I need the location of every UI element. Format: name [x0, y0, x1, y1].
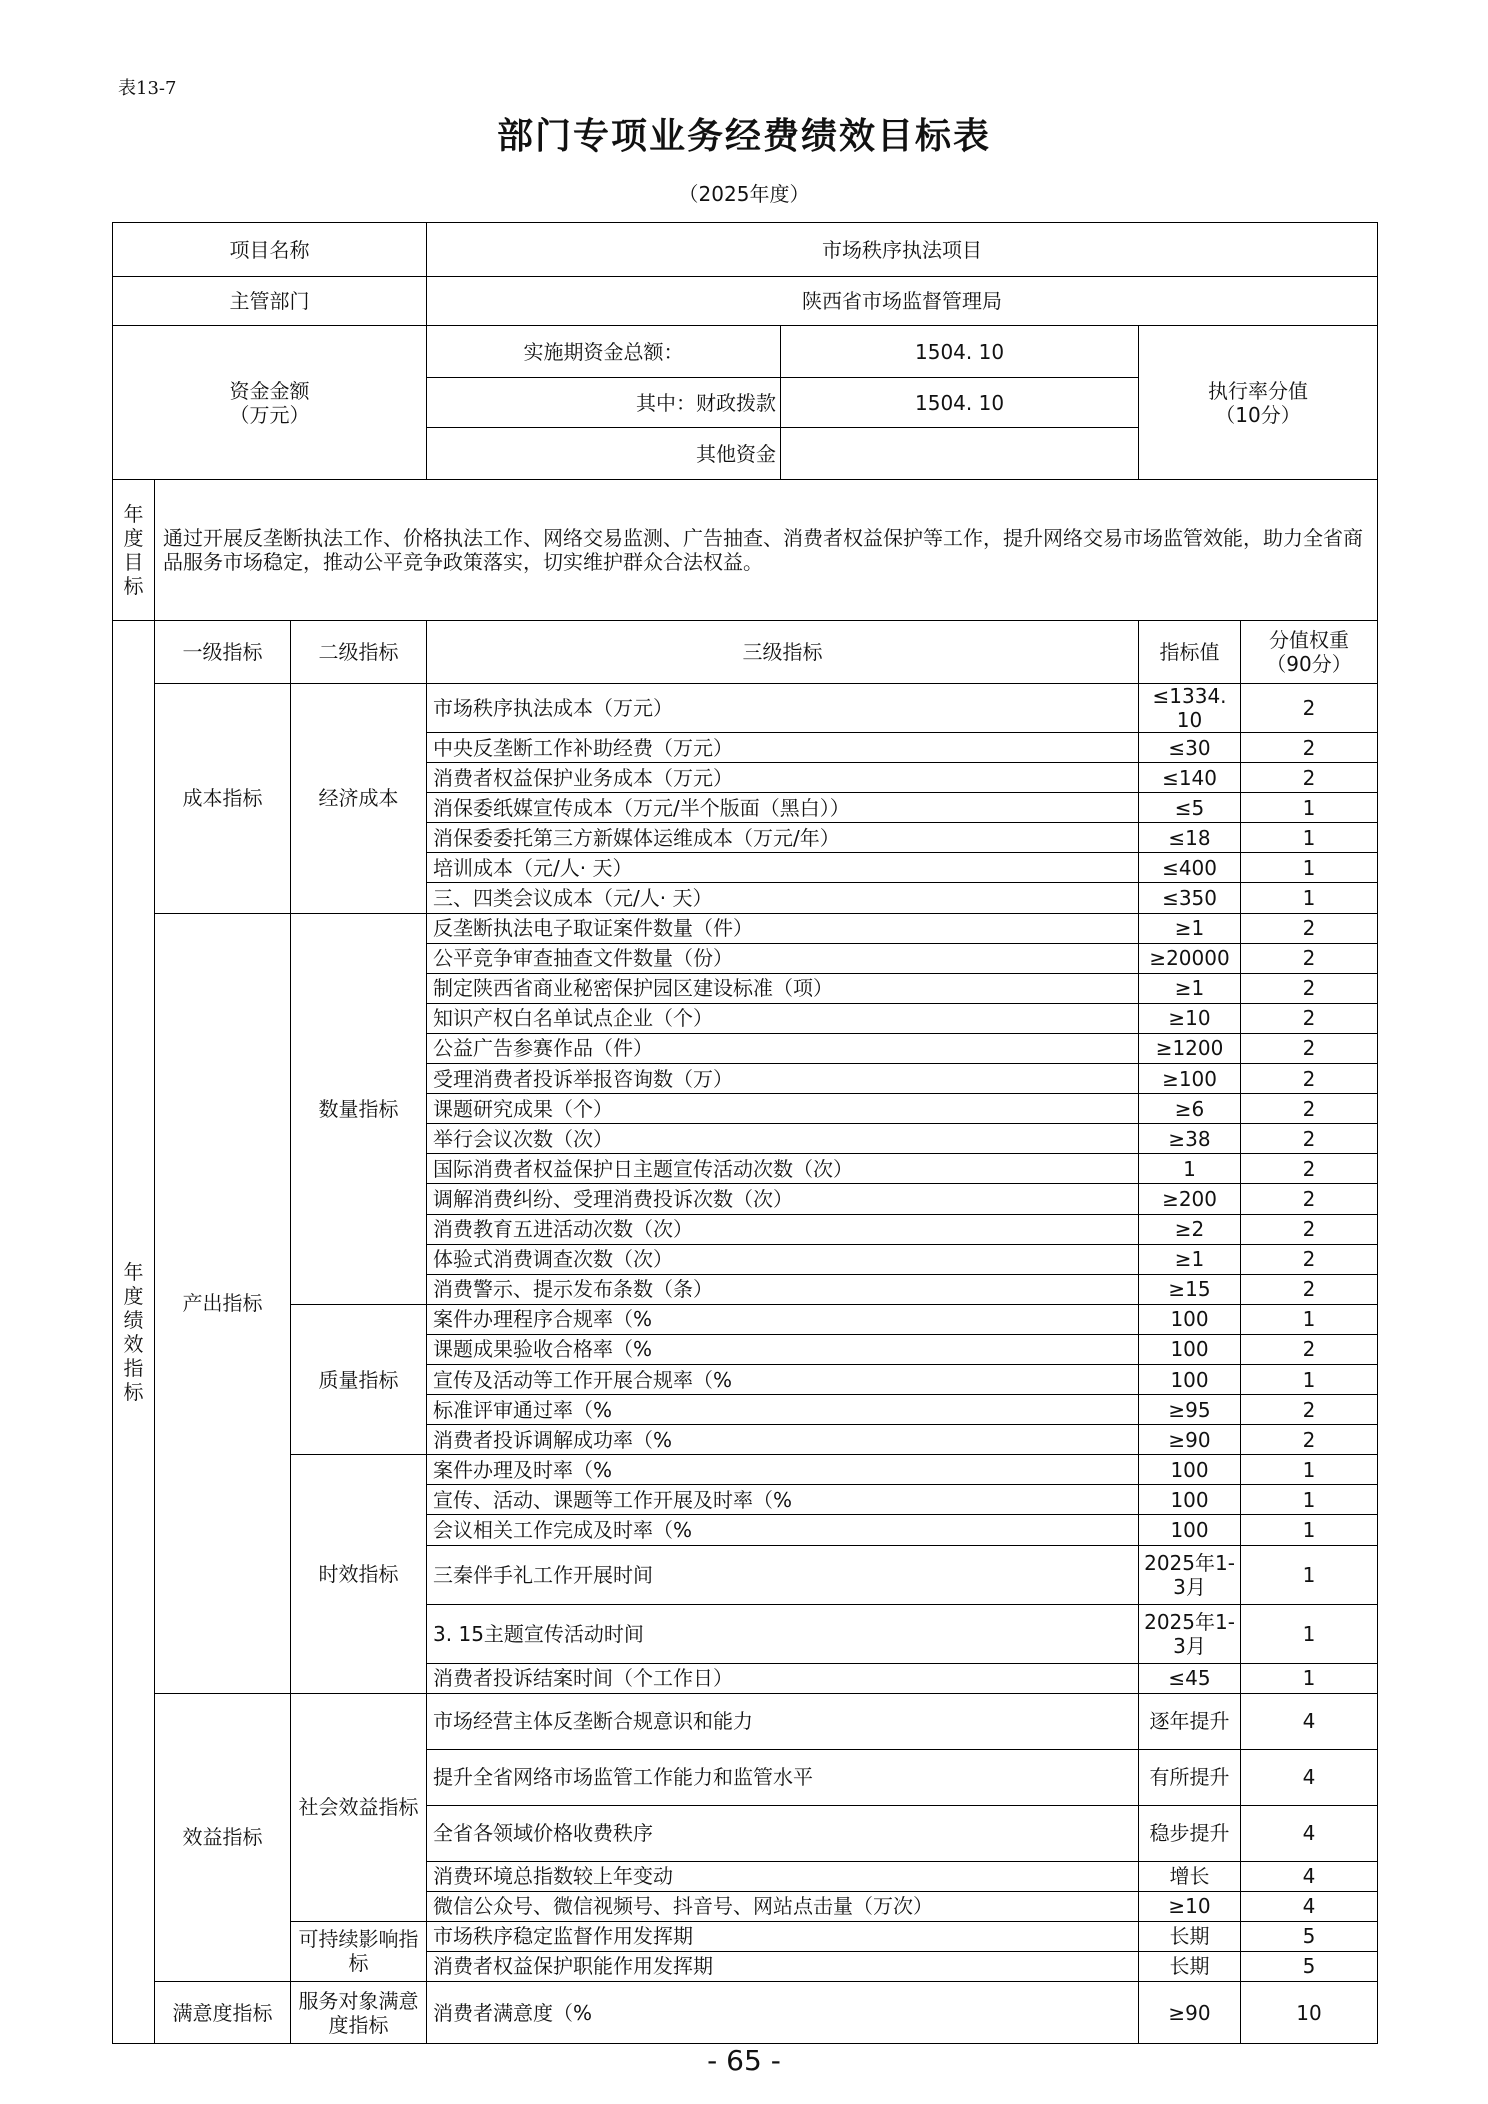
- header-level1: 一级指标: [155, 621, 291, 684]
- indicator-name: 市场经营主体反垄断合规意识和能力: [427, 1693, 1139, 1749]
- indicator-section-label: [113, 621, 155, 2044]
- project-name-value: 市场秩序执法项目: [427, 223, 1378, 277]
- indicator-name: 调解消费纠纷、受理消费投诉次数（次）: [427, 1184, 1139, 1214]
- header-weight: [1241, 621, 1378, 684]
- indicator-weight: 2: [1241, 1064, 1378, 1094]
- indicator-name: 消费警示、提示发布条数（条）: [427, 1274, 1139, 1304]
- level1-satisfaction: 满意度指标: [155, 1982, 291, 2044]
- indicator-value: 增长: [1139, 1861, 1241, 1891]
- indicator-weight: 1: [1241, 883, 1378, 913]
- page-subtitle: （2025年度）: [678, 182, 810, 206]
- indicator-name: 消费者满意度（%: [427, 1982, 1139, 2044]
- indicator-weight: 2: [1241, 1124, 1378, 1154]
- indicator-value: 长期: [1139, 1921, 1241, 1951]
- level1-benefit: 效益指标: [155, 1693, 291, 1981]
- indicator-section-label-char: 效: [123, 1332, 144, 1356]
- indicator-value: ≥1: [1139, 973, 1241, 1003]
- indicator-value: 100: [1139, 1364, 1241, 1394]
- indicator-value: ≥90: [1139, 1425, 1241, 1455]
- indicator-name: 反垄断执法电子取证案件数量（件）: [427, 913, 1139, 943]
- table-row: [113, 1455, 1378, 1485]
- funds-total-row: [113, 326, 1378, 378]
- indicator-name: 消费者投诉结案时间（个工作日）: [427, 1663, 1139, 1693]
- indicator-value: ≤45: [1139, 1663, 1241, 1693]
- indicator-name: 中央反垄断工作补助经费（万元）: [427, 733, 1139, 763]
- indicator-value: ≥20000: [1139, 943, 1241, 973]
- indicator-weight: 1: [1241, 1455, 1378, 1485]
- indicator-weight: 4: [1241, 1891, 1378, 1921]
- indicator-weight: 2: [1241, 684, 1378, 733]
- indicator-value: 100: [1139, 1334, 1241, 1364]
- indicator-name: 国际消费者权益保护日主题宣传活动次数（次）: [427, 1154, 1139, 1184]
- indicator-weight: 1: [1241, 793, 1378, 823]
- indicator-value: ≤1334. 10: [1139, 684, 1241, 733]
- indicator-value: ≥6: [1139, 1094, 1241, 1124]
- header-weight-label: 分值权重: [1269, 628, 1350, 652]
- indicator-weight: 4: [1241, 1805, 1378, 1861]
- indicator-name: 全省各领域价格收费秩序: [427, 1805, 1139, 1861]
- indicator-value: ≥1: [1139, 1244, 1241, 1274]
- objective-label-char: 年: [123, 502, 144, 526]
- indicator-name: 公益广告参赛作品（件）: [427, 1033, 1139, 1063]
- indicator-weight: 2: [1241, 1425, 1378, 1455]
- indicator-value: ≥100: [1139, 1064, 1241, 1094]
- indicator-value: 100: [1139, 1455, 1241, 1485]
- indicator-weight: 2: [1241, 943, 1378, 973]
- indicator-weight: 1: [1241, 853, 1378, 883]
- indicator-value: ≥38: [1139, 1124, 1241, 1154]
- funds-label-cell: [113, 326, 427, 480]
- indicator-name: 三秦伴手礼工作开展时间: [427, 1545, 1139, 1604]
- indicator-name: 消费者投诉调解成功率（%: [427, 1425, 1139, 1455]
- indicator-name: 知识产权白名单试点企业（个）: [427, 1003, 1139, 1033]
- page-title: 部门专项业务经费绩效目标表: [496, 116, 991, 157]
- indicator-section-label-char: 标: [123, 1380, 144, 1404]
- header-value: 指标值: [1139, 621, 1241, 684]
- level2-quantity: 数量指标: [291, 913, 427, 1304]
- objective-label-char: 标: [123, 574, 144, 598]
- header-level3: 三级指标: [427, 621, 1139, 684]
- indicator-weight: 2: [1241, 1184, 1378, 1214]
- indicator-value: ≥200: [1139, 1184, 1241, 1214]
- table-row: [113, 1921, 1378, 1951]
- indicator-weight: 2: [1241, 973, 1378, 1003]
- objective-label-char: 目: [123, 550, 144, 574]
- indicator-weight: 5: [1241, 1921, 1378, 1951]
- indicator-name: 公平竞争审查抽查文件数量（份）: [427, 943, 1139, 973]
- indicator-value: ≥15: [1139, 1274, 1241, 1304]
- indicator-weight: 10: [1241, 1982, 1378, 2044]
- indicator-name: 举行会议次数（次）: [427, 1124, 1139, 1154]
- indicator-weight: 4: [1241, 1749, 1378, 1805]
- indicator-name: 微信公众号、微信视频号、抖音号、网站点击量（万次）: [427, 1891, 1139, 1921]
- indicator-name: 消费者权益保护职能作用发挥期: [427, 1951, 1139, 1981]
- indicator-weight: 2: [1241, 1395, 1378, 1425]
- indicator-value: ≥95: [1139, 1395, 1241, 1425]
- level2-service-satisfaction: 服务对象满意度指标: [291, 1982, 427, 2044]
- indicator-value: 100: [1139, 1304, 1241, 1334]
- indicator-weight: 2: [1241, 1274, 1378, 1304]
- indicator-value: 2025年1-3月: [1139, 1604, 1241, 1663]
- indicator-value: ≤350: [1139, 883, 1241, 913]
- project-name-row: [113, 223, 1378, 277]
- indicator-weight: 2: [1241, 1003, 1378, 1033]
- indicator-name: 消费环境总指数较上年变动: [427, 1861, 1139, 1891]
- indicator-value: 有所提升: [1139, 1749, 1241, 1805]
- indicator-name: 三、四类会议成本（元/人· 天）: [427, 883, 1139, 913]
- indicator-value: ≥1: [1139, 913, 1241, 943]
- indicator-value: ≥1200: [1139, 1033, 1241, 1063]
- level2-economic-cost: 经济成本: [291, 684, 427, 914]
- indicator-weight: 1: [1241, 823, 1378, 853]
- indicator-value: ≤30: [1139, 733, 1241, 763]
- indicator-section-label-char: 指: [123, 1356, 144, 1380]
- indicator-name: 案件办理程序合规率（%: [427, 1304, 1139, 1334]
- indicator-weight: 5: [1241, 1951, 1378, 1981]
- indicator-value: 逐年提升: [1139, 1693, 1241, 1749]
- department-value: 陕西省市场监督管理局: [427, 277, 1378, 326]
- table-row: [113, 1693, 1378, 1749]
- funds-label: 资金金额: [229, 378, 310, 403]
- indicator-value: 长期: [1139, 1951, 1241, 1981]
- indicator-weight: 2: [1241, 1154, 1378, 1184]
- objective-label-char: 度: [123, 526, 144, 550]
- indicator-weight: 1: [1241, 1364, 1378, 1394]
- total-funds-value: 1504. 10: [781, 326, 1139, 378]
- fiscal-funds-label: 其中：财政拨款: [427, 378, 781, 428]
- exec-rate-score: （10分）: [1215, 402, 1301, 427]
- indicator-weight: 2: [1241, 1244, 1378, 1274]
- indicator-weight: 1: [1241, 1604, 1378, 1663]
- indicator-weight: 2: [1241, 763, 1378, 793]
- fiscal-funds-value: 1504. 10: [781, 378, 1139, 428]
- indicator-header-row: [113, 621, 1378, 684]
- department-label: 主管部门: [113, 277, 427, 326]
- indicator-name: 培训成本（元/人· 天）: [427, 853, 1139, 883]
- table-row: [113, 1982, 1378, 2044]
- table-row: [113, 1304, 1378, 1334]
- indicator-weight: 1: [1241, 1663, 1378, 1693]
- header-weight-total: （90分）: [1266, 652, 1352, 676]
- indicator-section-label-char: 度: [123, 1284, 144, 1308]
- indicator-weight: 2: [1241, 733, 1378, 763]
- indicator-value: ≤400: [1139, 853, 1241, 883]
- indicator-value: 稳步提升: [1139, 1805, 1241, 1861]
- indicator-name: 宣传及活动等工作开展合规率（%: [427, 1364, 1139, 1394]
- objective-label: [113, 480, 155, 621]
- indicator-weight: 4: [1241, 1693, 1378, 1749]
- indicator-name: 制定陕西省商业秘密保护园区建设标准（项）: [427, 973, 1139, 1003]
- indicator-name: 会议相关工作完成及时率（%: [427, 1515, 1139, 1545]
- funds-unit: （万元）: [229, 402, 310, 427]
- indicator-value: ≤140: [1139, 763, 1241, 793]
- performance-target-table: [112, 222, 1378, 2044]
- level2-timeliness: 时效指标: [291, 1455, 427, 1693]
- indicator-name: 受理消费者投诉举报咨询数（万）: [427, 1064, 1139, 1094]
- header-level2: 二级指标: [291, 621, 427, 684]
- indicator-name: 消费者权益保护业务成本（万元）: [427, 763, 1139, 793]
- other-funds-value: [781, 428, 1139, 480]
- indicator-weight: 1: [1241, 1304, 1378, 1334]
- level2-quality: 质量指标: [291, 1304, 427, 1454]
- total-funds-label: 实施期资金总额：: [427, 326, 781, 378]
- level1-cost: 成本指标: [155, 684, 291, 914]
- indicator-weight: 1: [1241, 1545, 1378, 1604]
- indicator-value: 100: [1139, 1515, 1241, 1545]
- objective-text: 通过开展反垄断执法工作、价格执法工作、网络交易监测、广告抽查、消费者权益保护等工作，提升网络交易市场监管效能，助力全省商品服务市场稳定，推动公平竞争政策落实，切实维护群众合法权益。: [155, 480, 1378, 621]
- indicator-name: 3. 15主题宣传活动时间: [427, 1604, 1139, 1663]
- indicator-name: 课题成果验收合格率（%: [427, 1334, 1139, 1364]
- indicator-name: 宣传、活动、课题等工作开展及时率（%: [427, 1485, 1139, 1515]
- indicator-name: 案件办理及时率（%: [427, 1455, 1139, 1485]
- indicator-name: 消费教育五进活动次数（次）: [427, 1214, 1139, 1244]
- indicator-weight: 1: [1241, 1485, 1378, 1515]
- indicator-name: 提升全省网络市场监管工作能力和监管水平: [427, 1749, 1139, 1805]
- indicator-value: ≥2: [1139, 1214, 1241, 1244]
- table-code: 表13-7: [118, 78, 177, 99]
- indicator-weight: 2: [1241, 1214, 1378, 1244]
- level2-social-benefit: 社会效益指标: [291, 1693, 427, 1921]
- indicator-section-label-char: 年: [123, 1260, 144, 1284]
- indicator-value: 100: [1139, 1485, 1241, 1515]
- indicator-value: ≤18: [1139, 823, 1241, 853]
- indicator-value: ≥10: [1139, 1003, 1241, 1033]
- indicator-value: ≥10: [1139, 1891, 1241, 1921]
- indicator-value: 1: [1139, 1154, 1241, 1184]
- indicator-weight: 2: [1241, 1033, 1378, 1063]
- indicator-weight: 1: [1241, 1515, 1378, 1545]
- indicator-name: 标准评审通过率（%: [427, 1395, 1139, 1425]
- page-number: - 65 -: [707, 2044, 781, 2077]
- indicator-value: ≥90: [1139, 1982, 1241, 2044]
- indicator-name: 市场秩序稳定监督作用发挥期: [427, 1921, 1139, 1951]
- level1-output: 产出指标: [155, 913, 291, 1693]
- exec-rate-label: 执行率分值: [1208, 378, 1309, 403]
- project-name-label: 项目名称: [113, 223, 427, 277]
- indicator-section-label-char: 绩: [123, 1308, 144, 1332]
- exec-rate-cell: [1139, 326, 1378, 480]
- indicator-name: 体验式消费调查次数（次）: [427, 1244, 1139, 1274]
- indicator-value: 2025年1-3月: [1139, 1545, 1241, 1604]
- objective-row: [113, 480, 1378, 621]
- indicator-weight: 2: [1241, 913, 1378, 943]
- indicator-weight: 2: [1241, 1334, 1378, 1364]
- table-row: [113, 684, 1378, 733]
- indicator-weight: 2: [1241, 1094, 1378, 1124]
- indicator-name: 消保委纸媒宣传成本（万元/半个版面（黑白））: [427, 793, 1139, 823]
- table-row: [113, 913, 1378, 943]
- indicator-name: 市场秩序执法成本（万元）: [427, 684, 1139, 733]
- indicator-value: ≤5: [1139, 793, 1241, 823]
- indicator-weight: 4: [1241, 1861, 1378, 1891]
- other-funds-label: 其他资金: [427, 428, 781, 480]
- indicator-name: 消保委委托第三方新媒体运维成本（万元/年）: [427, 823, 1139, 853]
- department-row: [113, 277, 1378, 326]
- indicator-name: 课题研究成果（个）: [427, 1094, 1139, 1124]
- level2-sustainable: 可持续影响指标: [291, 1921, 427, 1981]
